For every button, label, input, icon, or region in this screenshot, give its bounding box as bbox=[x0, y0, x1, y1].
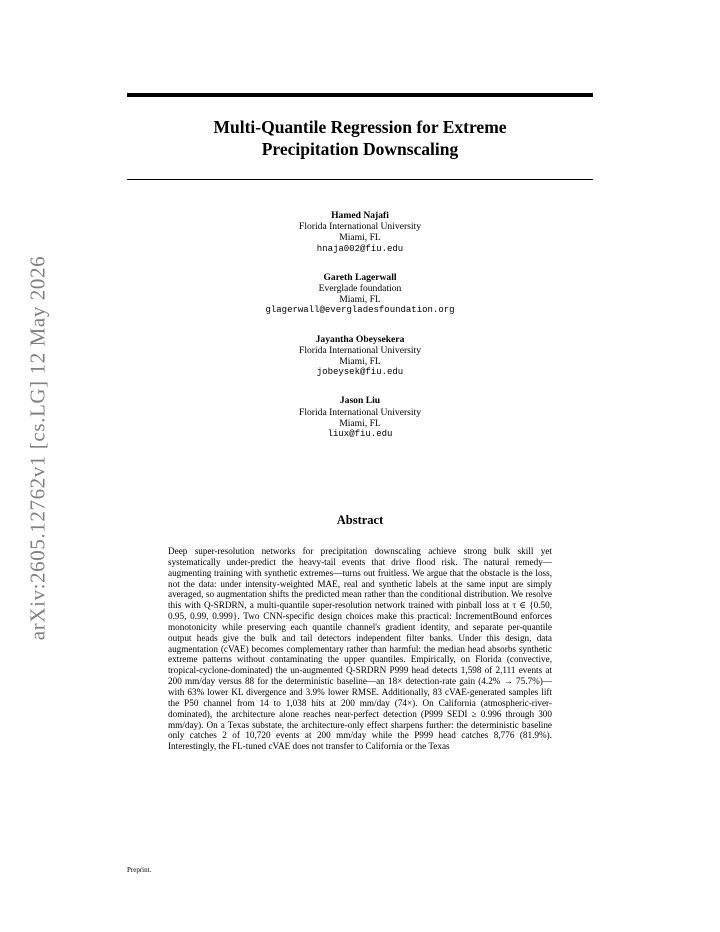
author-email[interactable]: hnaja002@fiu.edu bbox=[316, 243, 404, 254]
title-line-1: Multi-Quantile Regression for Extreme bbox=[213, 117, 507, 137]
author-email[interactable]: jobeysek@fiu.edu bbox=[316, 367, 404, 378]
author-name: Gareth Lagerwall bbox=[323, 271, 397, 283]
author-email[interactable]: glagerwall@evergladesfoundation.org bbox=[265, 305, 455, 316]
arxiv-identifier: arXiv:2605.12762v1 [cs.LG] 12 May 2026 bbox=[25, 255, 50, 641]
author-affiliation: Florida International University bbox=[298, 344, 422, 356]
author-affiliation: Florida International University bbox=[298, 221, 422, 233]
author-location: Miami, FL bbox=[339, 232, 381, 244]
title-bottom-rule bbox=[127, 179, 593, 180]
abstract-text: Deep super-resolution networks for precipitation downscaling achieve strong bulk skill yet systematically under-predict the heavy-tail events that drive flood risk. The natural remedy—augmenting training with synthetic extremes—turns out fruitless. We argue that the obstacle is the loss, not the data: under intensity-weighted MAE, real and synthetic labels at the same input are simply averaged, so augmentation shifts the predicted mean rather than the conditional distribution. We resolve this with Q-SRDRN, a multi-quantile super-resolution network trained with pinball loss at τ ∈ {0.50, 0.95, 0.99, 0.999}. Two CNN-specific design choices make this practical: IncrementBound enforces monotonicity while preserving each quantile channel's gradient identity, and separate per-quantile output heads give the bulk and tail detectors independent filter banks. Under this design, data augmentation (cVAE) becomes complementary rather than harmful: the median head absorbs synthetic extreme patterns without contaminating the upper quantiles. Empirically, on Florida (convective, tropical-cyclone-dominated) the un-augmented Q-SRDRN P999 head detects 1,598 of 2,111 events at 200 mm/day versus 88 for the deterministic baseline—an 18× detection-rate gain (4.2% → 75.7%)—with 63% lower KL divergence and 3.9% lower RMSE. Additionally, 83 cVAE-generated samples lift the P50 channel from 14 to 1,038 hits at 200 mm/day (74×). On California (atmospheric-river-dominated), the architecture alone reaches near-perfect detection (P999 SEDI ≥ 0.996 through 300 mm/day). On a Texas substate, the architecture-only effect sharpens further: the deterministic baseline only catches 2 of 10,720 events at 200 mm/day while the P999 head catches 8,776 (81.9%). Interestingly, the FL-tuned cVAE does not transfer to California or the Texas bbox=[168, 546, 552, 752]
author-email[interactable]: liux@fiu.edu bbox=[327, 429, 393, 440]
author-location: Miami, FL bbox=[339, 356, 381, 368]
author-name: Jayantha Obeysekera bbox=[315, 333, 405, 345]
author-affiliation: Everglade foundation bbox=[318, 283, 402, 295]
author-2 bbox=[127, 272, 593, 317]
author-location: Miami, FL bbox=[339, 294, 381, 306]
author-3 bbox=[127, 334, 593, 379]
author-name: Jason Liu bbox=[339, 395, 381, 407]
author-1 bbox=[127, 210, 593, 255]
author-location: Miami, FL bbox=[339, 417, 381, 429]
abstract-heading: Abstract bbox=[336, 513, 384, 527]
paper-title bbox=[127, 116, 593, 160]
author-block bbox=[127, 210, 593, 457]
author-name: Hamed Najafi bbox=[331, 210, 389, 221]
title-line-2: Precipitation Downscaling bbox=[261, 139, 459, 159]
author-4 bbox=[127, 395, 593, 440]
abstract-body bbox=[168, 546, 552, 752]
footer-preprint: Preprint. bbox=[127, 866, 152, 874]
title-top-rule bbox=[127, 93, 593, 97]
author-affiliation: Florida International University bbox=[298, 406, 422, 418]
